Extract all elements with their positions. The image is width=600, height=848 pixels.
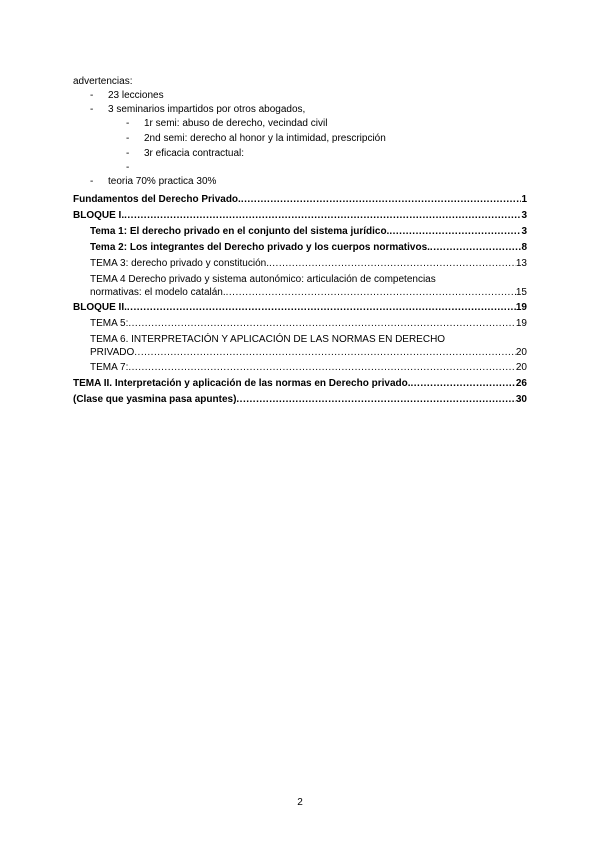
sub-list-item: 1r semi: abuso de derecho, vecindad civil <box>144 118 328 129</box>
page-number: 2 <box>297 797 303 808</box>
toc-entry-page: 20 <box>515 362 527 373</box>
toc-entry-title: TEMA 5: <box>90 318 129 329</box>
toc-entry[interactable] <box>90 241 527 254</box>
toc-leader-dots <box>128 317 516 330</box>
toc-leader-dots <box>430 241 522 254</box>
toc-entry-title: Fundamentos del Derecho Privado. <box>73 194 241 205</box>
toc-leader-dots <box>269 257 516 270</box>
toc-entry-title: (Clase que yasmina pasa apuntes) <box>73 394 237 405</box>
toc-entry[interactable] <box>73 377 527 390</box>
toc-entry[interactable] <box>90 257 527 270</box>
toc-entry-title-line2: normativas: el modelo catalán. <box>90 287 226 298</box>
toc-entry-title: BLOQUE II. <box>73 302 127 313</box>
toc-entry[interactable] <box>90 273 527 299</box>
toc-entry[interactable] <box>90 361 527 374</box>
toc-leader-dots <box>226 286 516 299</box>
toc-entry-title: TEMA II. Interpretación y aplicación de las normas en Derecho privado. <box>73 378 411 389</box>
toc-leader-dots <box>124 209 521 222</box>
toc-entry-page: 15 <box>515 287 527 298</box>
toc-entry[interactable] <box>90 317 527 330</box>
toc-leader-dots <box>134 346 516 359</box>
toc-entry-page: 26 <box>515 378 527 389</box>
toc-entry-page: 19 <box>515 302 527 313</box>
toc-entry[interactable] <box>90 333 527 359</box>
toc-entry-page: 13 <box>515 258 527 269</box>
toc-entry-page: 8 <box>521 242 527 253</box>
bullet-dash: - <box>90 90 94 101</box>
toc-entry[interactable] <box>73 301 527 314</box>
toc-entry-page: 3 <box>521 210 527 221</box>
toc-entry[interactable] <box>73 393 527 406</box>
toc-entry-title: TEMA 3: derecho privado y constitución. <box>90 258 269 269</box>
sub-bullet-dash: - <box>126 133 130 144</box>
list-item: teoria 70% practica 30% <box>108 176 217 187</box>
toc-leader-dots <box>411 377 516 390</box>
toc-leader-dots <box>236 393 515 406</box>
bullet-dash: - <box>90 104 94 115</box>
toc-entry-page: 1 <box>521 194 527 205</box>
bullet-dash: - <box>90 176 94 187</box>
toc-entry-title-line2: PRIVADO <box>90 347 135 358</box>
sub-bullet-dash: - <box>126 148 130 159</box>
toc-entry-page: 3 <box>521 226 527 237</box>
toc-entry-title: Tema 2: Los integrantes del Derecho privado y los cuerpos normativos. <box>90 242 430 253</box>
sub-bullet-dash: - <box>126 118 130 129</box>
toc-entry[interactable] <box>90 225 527 238</box>
toc-entry[interactable] <box>73 209 527 222</box>
sub-list-item: 3r eficacia contractual: <box>144 148 245 159</box>
list-item: 3 seminarios impartidos por otros abogados, <box>108 104 306 115</box>
toc-entry-title-line1: TEMA 6. INTERPRETACIÓN Y APLICACIÓN DE LAS NORMAS EN DERECHO <box>90 334 446 345</box>
toc-entry[interactable] <box>73 193 527 206</box>
notes-heading: advertencias: <box>73 76 133 87</box>
sub-bullet-dash: - <box>126 162 130 173</box>
toc-entry-title: TEMA 7: <box>90 362 129 373</box>
toc-entry-page: 19 <box>515 318 527 329</box>
toc-leader-dots <box>127 301 516 314</box>
toc-leader-dots <box>128 361 516 374</box>
list-item: 23 lecciones <box>108 90 164 101</box>
toc-entry-title-line1: TEMA 4 Derecho privado y sistema autonómico: articulación de competencias <box>90 274 436 285</box>
toc-leader-dots <box>241 193 522 206</box>
toc-entry-page: 30 <box>515 394 527 405</box>
toc-entry-page: 20 <box>515 347 527 358</box>
toc-leader-dots <box>389 225 521 238</box>
toc-entry-title: Tema 1: El derecho privado en el conjunto del sistema jurídico. <box>90 226 390 237</box>
toc-entry-title: BLOQUE I. <box>73 210 125 221</box>
sub-list-item: 2nd semi: derecho al honor y la intimidad, prescripción <box>144 133 386 144</box>
